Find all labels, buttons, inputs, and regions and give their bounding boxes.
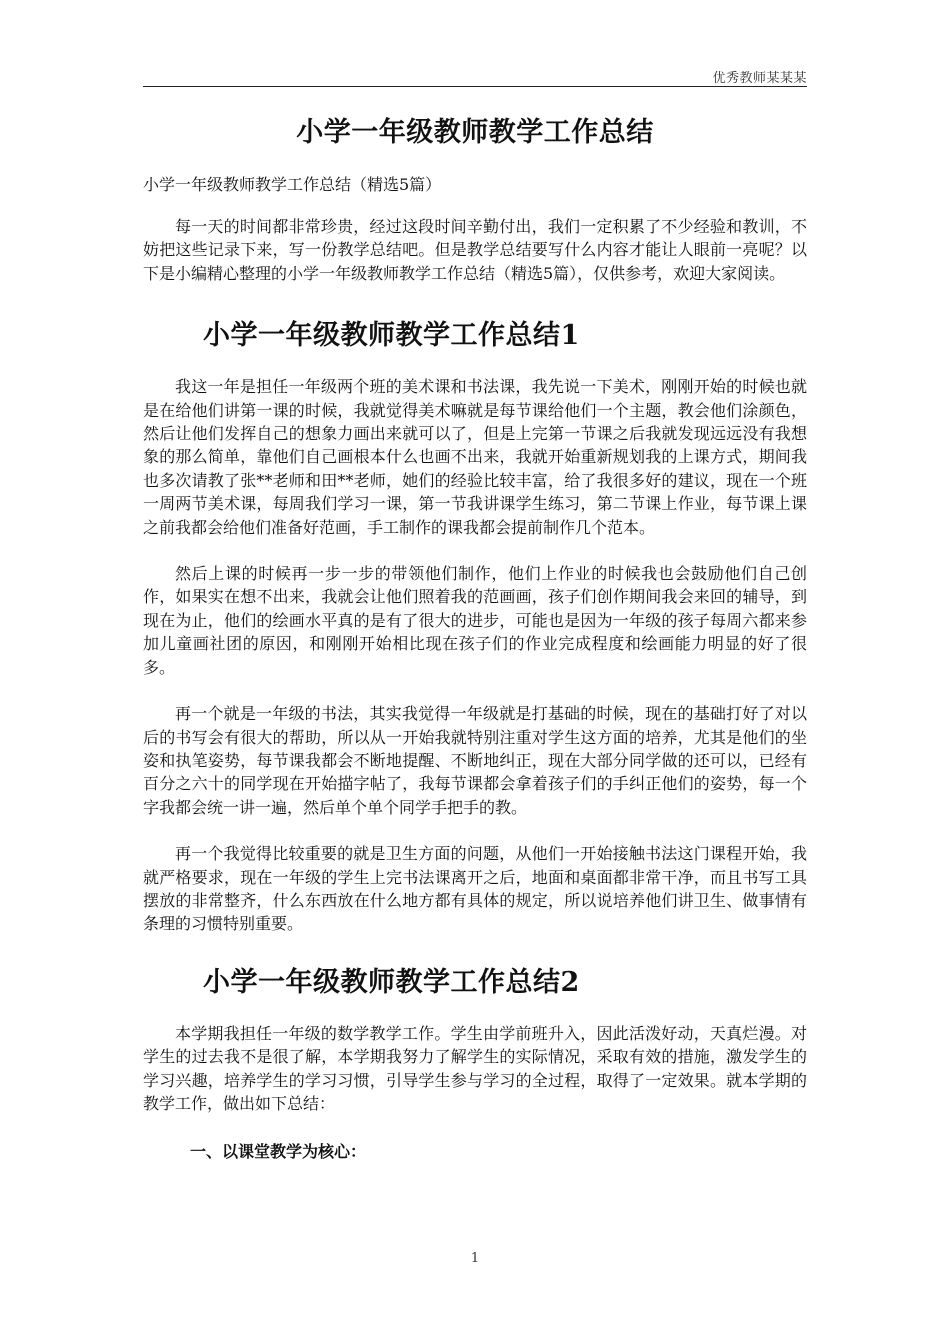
section-1-paragraph: 再一个我觉得比较重要的就是卫生方面的问题，从他们一开始接触书法这门课程开始，我就严格要求，现在一年级的学生上完书法课离开之后，地面和桌面都非常干净，而且书写工具摆放的非常整齐，什么东西放在什么地方都有具体的规定，所以说培养他们讲卫生、做事情有条理的习惯特别重要。 — [143, 844, 807, 934]
page-number: 1 — [470, 1251, 480, 1266]
header-divider — [143, 86, 807, 87]
intro-paragraph: 每一天的时间都非常珍贵，经过这段时间辛勤付出，我们一定积累了不少经验和教训，不妨把这些记录下来，写一份教学总结吧。但是教学总结要写什么内容才能让人眼前一亮呢？以下是小编精心整理的小学一年级教师教学工作总结（精选5篇），仅供参考，欢迎大家阅读。 — [143, 217, 807, 283]
section-1-title: 小学一年级教师教学工作总结1 — [203, 320, 580, 352]
section-2-title: 小学一年级教师教学工作总结2 — [203, 966, 580, 998]
document-body — [143, 110, 807, 1164]
section-1-paragraph: 我这一年是担任一年级两个班的美术课和书法课，我先说一下美术，刚刚开始的时候也就是在给他们讲第一课的时候，我就觉得美术嘛就是每节课给他们一个主题，教会他们涂颜色，然后让他们发挥自己的想象力画出来就可以了，但是上完第一节课之后我就发现远远没有我想象的那么简单，靠他们自己画根本什么也画不出来，我就开始重新规划我的上课方式，期间我也多次请教了张**老师和田**老师，她们的经验比较丰富，给了我很多好的建议，现在一个班一周两节美术课，每周我们学习一课，第一节我讲课学生练习，第二节课上作业，每节课上课之前我都会给他们准备好范画，手工制作的课我都会提前制作几个范本。 — [143, 377, 807, 537]
section-2-subheading: 一、以课堂教学为核心： — [190, 1142, 367, 1162]
section-1-paragraph: 然后上课的时候再一步一步的带领他们制作，他们上作业的时候我也会鼓励他们自己创作，如果实在想不出来，我就会让他们照着我的范画画，孩子们创作期间我会来回的辅导，到现在为止，他们的绘画水平真的是有了很大的进步，可能也是因为一年级的孩子每周六都来参加儿童画社团的原因，和刚刚开始相比现在孩子们的作业完成程度和绘画能力明显的好了很多。 — [143, 564, 807, 677]
document-subtitle: 小学一年级教师教学工作总结（精选5篇） — [143, 175, 442, 194]
document-title: 小学一年级教师教学工作总结 — [296, 117, 654, 148]
page-header: 优秀教师某某某 — [712, 71, 807, 86]
section-2-paragraph: 本学期我担任一年级的数学教学工作。学生由学前班升入，因此活泼好动，天真烂漫。对学生的过去我不是很了解，本学期我努力了解学生的实际情况，采取有效的措施，激发学生的学习兴趣，培养学生的学习习惯，引导学生参与学习的全过程，取得了一定效果。就本学期的教学工作，做出如下总结： — [143, 1023, 807, 1113]
section-1-paragraph: 再一个就是一年级的书法，其实我觉得一年级就是打基础的时候，现在的基础打好了对以后的书写会有很大的帮助，所以从一开始我就特别注重对学生这方面的培养，尤其是他们的坐姿和执笔姿势，每节课我都会不断地提醒、不断地纠正，现在大部分同学做的还可以，已经有百分之六十的同学现在开始描字帖了，我每节课都会拿着孩子们的手纠正他们的姿势，每一个字我都会统一讲一遍，然后单个单个同学手把手的教。 — [143, 704, 807, 817]
